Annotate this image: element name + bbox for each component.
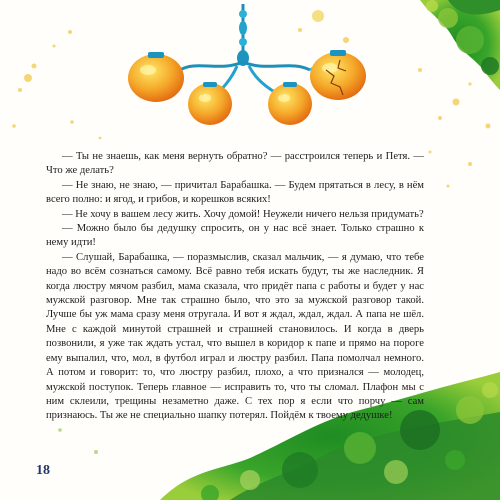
paragraph: — Слушай, Барабашка, — поразмыслив, сказал мальчик, — я думаю, что тебе надо во всём сознаться самому. Всё равно тебя искать будут, ты же наследник. Я когда люстру мячом разбил, мама сказала, что придёт папа с работы и будет у нас мужской разговор. Мне так страшно было, что это за мужской разговор такой. Лучше бы уж мама сразу меня отругала. И вот я ждал, ждал, ждал. А папа не шёл. Мне с каждой минутой страшней и страшней становилось. И когда в дверь позвонили, я уже так ждать устал, что вышел в коридор к папе и прямо на пороге ему выпалил, что, мол, в футбол играл и люстру разбил. Папа помолчал немного. А потом и говорит: то, что люстру разбил, плохо, а что признался — молодец, мужской поступок. Теперь главное — исправить то, что ты сломал. Плафон мы с ним склеили, трещины незаметно даже. С тех пор я если что порчу — сам признаюсь. Ты же не специально шапку потерял. Пойдём к твоему дедушке! bbox=[46, 251, 424, 422]
paragraph: — Ты не знаешь, как меня вернуть обратно? — расстроился теперь и Петя. — Что же делать? bbox=[46, 151, 424, 177]
foliage-top-right bbox=[420, 0, 500, 90]
cracked-lamp-shade bbox=[310, 52, 366, 100]
paragraph: — Можно было бы дедушку спросить, он у нас всё знает. Только страшно к нему идти! bbox=[46, 223, 424, 249]
story-text bbox=[46, 150, 424, 424]
lamp-shade bbox=[268, 83, 312, 125]
lamp-shade bbox=[128, 54, 184, 102]
chandelier bbox=[128, 4, 366, 125]
paragraph: — Не хочу в вашем лесу жить. Хочу домой! Неужели ничего нельзя придумать? bbox=[62, 208, 424, 220]
page-number: 18 bbox=[36, 463, 50, 478]
paragraph: — Не знаю, не знаю, — причитал Барабашка. — Будем прятаться в лесу, в нём всего полно: и ягод, и грибов, и корешков всяких! bbox=[46, 179, 424, 206]
lamp-shade bbox=[188, 83, 232, 125]
